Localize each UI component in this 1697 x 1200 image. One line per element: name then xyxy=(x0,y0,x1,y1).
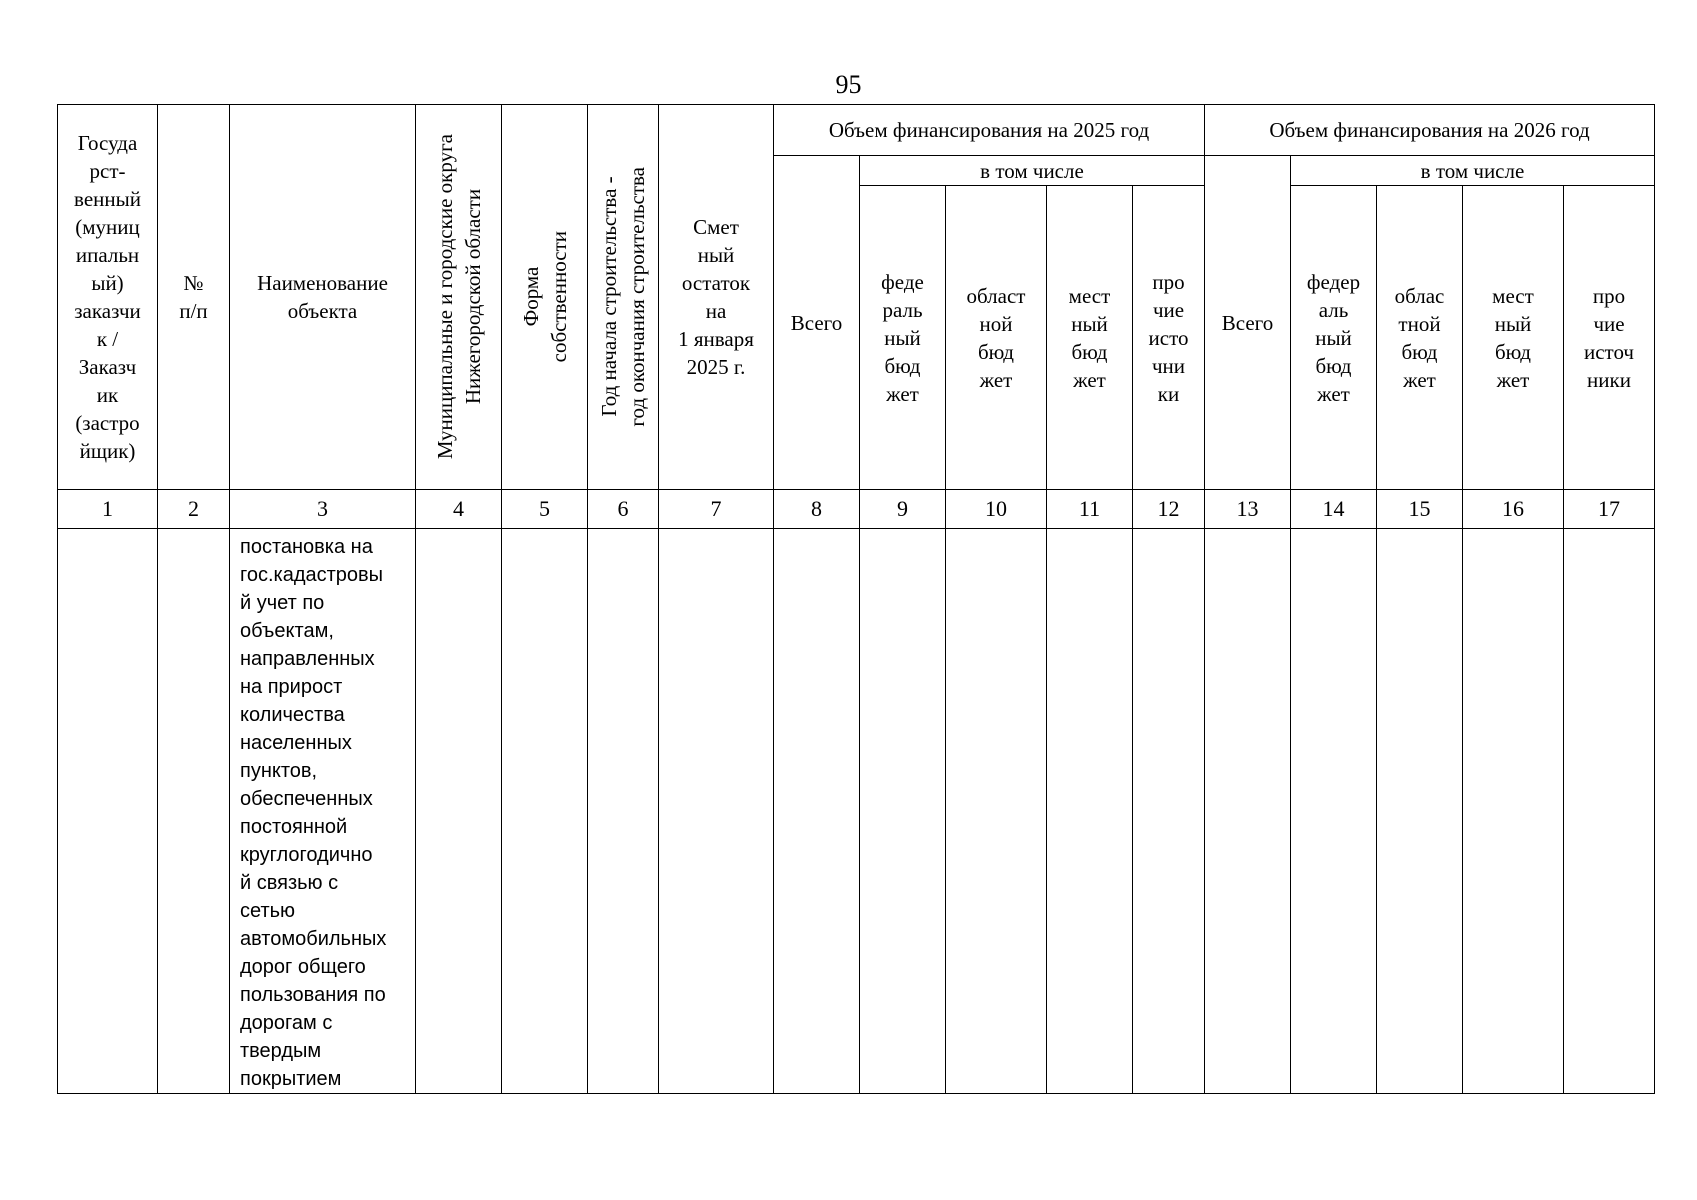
header-row-1 xyxy=(58,105,1655,156)
cell-2026-total xyxy=(1205,529,1291,1094)
column-number: 3 xyxy=(230,490,416,529)
header-funding-2025-title: Объем финансирования на 2025 год xyxy=(774,105,1205,156)
column-number: 17 xyxy=(1564,490,1655,529)
column-number: 10 xyxy=(946,490,1047,529)
cell-2026-federal xyxy=(1291,529,1377,1094)
header-municipality: Муниципальные и городские округа Нижегородской области xyxy=(432,134,485,460)
header-2025-federal: феде раль ный бюд жет xyxy=(860,186,946,490)
header-2025-regional: област ной бюд жет xyxy=(946,186,1047,490)
header-2025-total: Всего xyxy=(774,156,860,490)
cell-construction-years xyxy=(588,529,659,1094)
header-funding-2026-title: Объем финансирования на 2026 год xyxy=(1205,105,1655,156)
header-2026-including: в том числе xyxy=(1291,156,1655,186)
cell-2025-other xyxy=(1133,529,1205,1094)
column-number: 15 xyxy=(1377,490,1463,529)
column-number-row xyxy=(58,490,1655,529)
header-construction-years: Год начала строительства - год окончания строительства xyxy=(597,167,649,427)
header-2026-total: Всего xyxy=(1205,156,1291,490)
header-2026-other: про чие источ ники xyxy=(1564,186,1655,490)
header-object-name: Наименование объекта xyxy=(230,105,416,490)
cell-2026-other xyxy=(1564,529,1655,1094)
column-number: 2 xyxy=(158,490,230,529)
page-number: 95 xyxy=(835,70,862,99)
cell-2026-regional xyxy=(1377,529,1463,1094)
cell-2025-federal xyxy=(860,529,946,1094)
column-number: 16 xyxy=(1463,490,1564,529)
header-number: № п/п xyxy=(158,105,230,490)
header-2026-local: мест ный бюд жет xyxy=(1463,186,1564,490)
cell-number xyxy=(158,529,230,1094)
investment-table xyxy=(57,104,1655,1094)
cell-2025-local xyxy=(1047,529,1133,1094)
header-2026-federal: федер аль ный бюд жет xyxy=(1291,186,1377,490)
header-2026-regional: облас тной бюд жет xyxy=(1377,186,1463,490)
table-row xyxy=(58,529,1655,1094)
cell-municipality xyxy=(416,529,502,1094)
header-construction-years-cell xyxy=(588,105,659,490)
column-number: 8 xyxy=(774,490,860,529)
header-2025-including: в том числе xyxy=(860,156,1205,186)
column-number: 9 xyxy=(860,490,946,529)
cell-estimate-balance xyxy=(659,529,774,1094)
cell-customer xyxy=(58,529,158,1094)
header-2025-other: про чие исто чни ки xyxy=(1133,186,1205,490)
column-number: 12 xyxy=(1133,490,1205,529)
header-estimate-balance: Смет ный остаток на 1 января 2025 г. xyxy=(659,105,774,490)
cell-2026-local xyxy=(1463,529,1564,1094)
column-number: 13 xyxy=(1205,490,1291,529)
header-customer: Госуда рст- венный (муниц ипальн ый) заказчи к / Заказч ик (застро йщик) xyxy=(58,105,158,490)
cell-2025-total xyxy=(774,529,860,1094)
column-number: 11 xyxy=(1047,490,1133,529)
column-number: 4 xyxy=(416,490,502,529)
header-2025-local: мест ный бюд жет xyxy=(1047,186,1133,490)
column-number: 5 xyxy=(502,490,588,529)
column-number: 7 xyxy=(659,490,774,529)
header-ownership: Форма собственности xyxy=(518,231,571,363)
header-municipality-cell xyxy=(416,105,502,490)
column-number: 6 xyxy=(588,490,659,529)
column-number: 1 xyxy=(58,490,158,529)
column-number: 14 xyxy=(1291,490,1377,529)
cell-ownership xyxy=(502,529,588,1094)
cell-2025-regional xyxy=(946,529,1047,1094)
header-ownership-cell xyxy=(502,105,588,490)
cell-object-name: постановка на гос.кадастровы й учет по объектам, направленных на прирост количества населенных пунктов, обеспеченных постоянной круглогодично й связью с сетью автомобильных дорог общего пользования по дорогам с твердым покрытием xyxy=(230,529,416,1094)
